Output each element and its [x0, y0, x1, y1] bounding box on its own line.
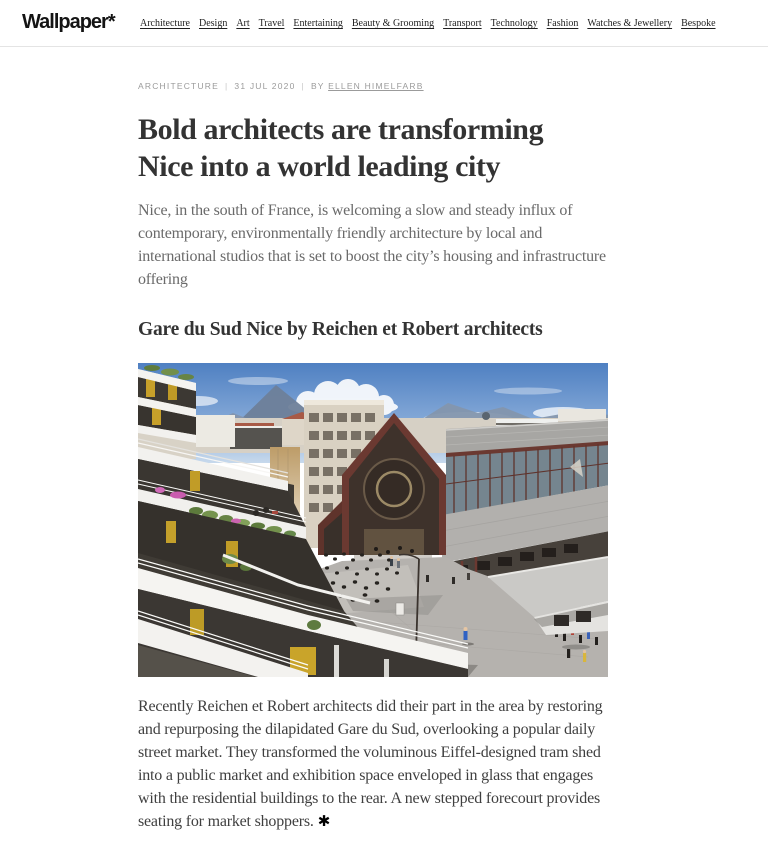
- main-nav: [140, 0, 716, 47]
- nav-item-transport[interactable]: Transport: [443, 18, 482, 29]
- meta-date: 31 JUL 2020: [234, 81, 296, 91]
- nav-item-travel[interactable]: Travel: [258, 18, 285, 29]
- site-header: [0, 0, 768, 47]
- wallpaper-end-mark: ✱: [317, 812, 331, 830]
- nav-item-architecture[interactable]: Architecture: [140, 18, 190, 29]
- nav-item-design[interactable]: Design: [198, 18, 228, 29]
- nav-item-bespoke[interactable]: Bespoke: [681, 18, 716, 29]
- gare-du-sud-photo: [138, 363, 608, 677]
- meta-author-link[interactable]: ELLEN HIMELFARB: [328, 81, 424, 91]
- nav-item-art[interactable]: Art: [236, 18, 250, 29]
- meta-category[interactable]: ARCHITECTURE: [138, 81, 219, 91]
- article: [138, 81, 608, 859]
- nav-item-watches-jewellery[interactable]: Watches & Jewellery: [587, 18, 673, 29]
- meta-separator: |: [225, 81, 229, 91]
- meta-byline-prefix: BY: [310, 81, 325, 91]
- article-title: [138, 111, 608, 185]
- article-meta: [138, 81, 608, 91]
- article-body: [138, 695, 608, 833]
- article-photo: [138, 363, 608, 677]
- nav-item-entertaining[interactable]: Entertaining: [293, 18, 343, 29]
- nav-item-fashion[interactable]: Fashion: [546, 18, 579, 29]
- nav-item-beauty-grooming[interactable]: Beauty & Grooming: [351, 18, 435, 29]
- article-body-text: Recently Reichen et Robert architects did their part in the area by restoring and repurposing the dilapidated Gare du Sud, overlooking a popular daily street market. They transformed the voluminous Eiffel-designed tram shed into a public market and exhibition space enveloped in glass that engages with the residential buildings to the rear. A new stepped forecourt provides seating for market shoppers.: [138, 698, 603, 830]
- article-title-line-1: Bold architects are transforming: [138, 113, 544, 146]
- article-title-line-2: Nice into a world leading city: [138, 150, 501, 183]
- photo-midrise-building: [193, 415, 235, 447]
- section-heading: Gare du Sud Nice by Reichen et Robert architects: [138, 319, 543, 340]
- page-bottom-padding: [138, 849, 608, 859]
- meta-separator: |: [301, 81, 305, 91]
- article-standfirst: Nice, in the south of France, is welcoming a slow and steady influx of contemporary, environmentally friendly architecture by local and international studios that is set to boost the city’s housing and infrastructure offering: [138, 202, 606, 288]
- nav-item-technology[interactable]: Technology: [490, 18, 538, 29]
- wallpaper-logo[interactable]: Wallpaper*: [22, 11, 115, 33]
